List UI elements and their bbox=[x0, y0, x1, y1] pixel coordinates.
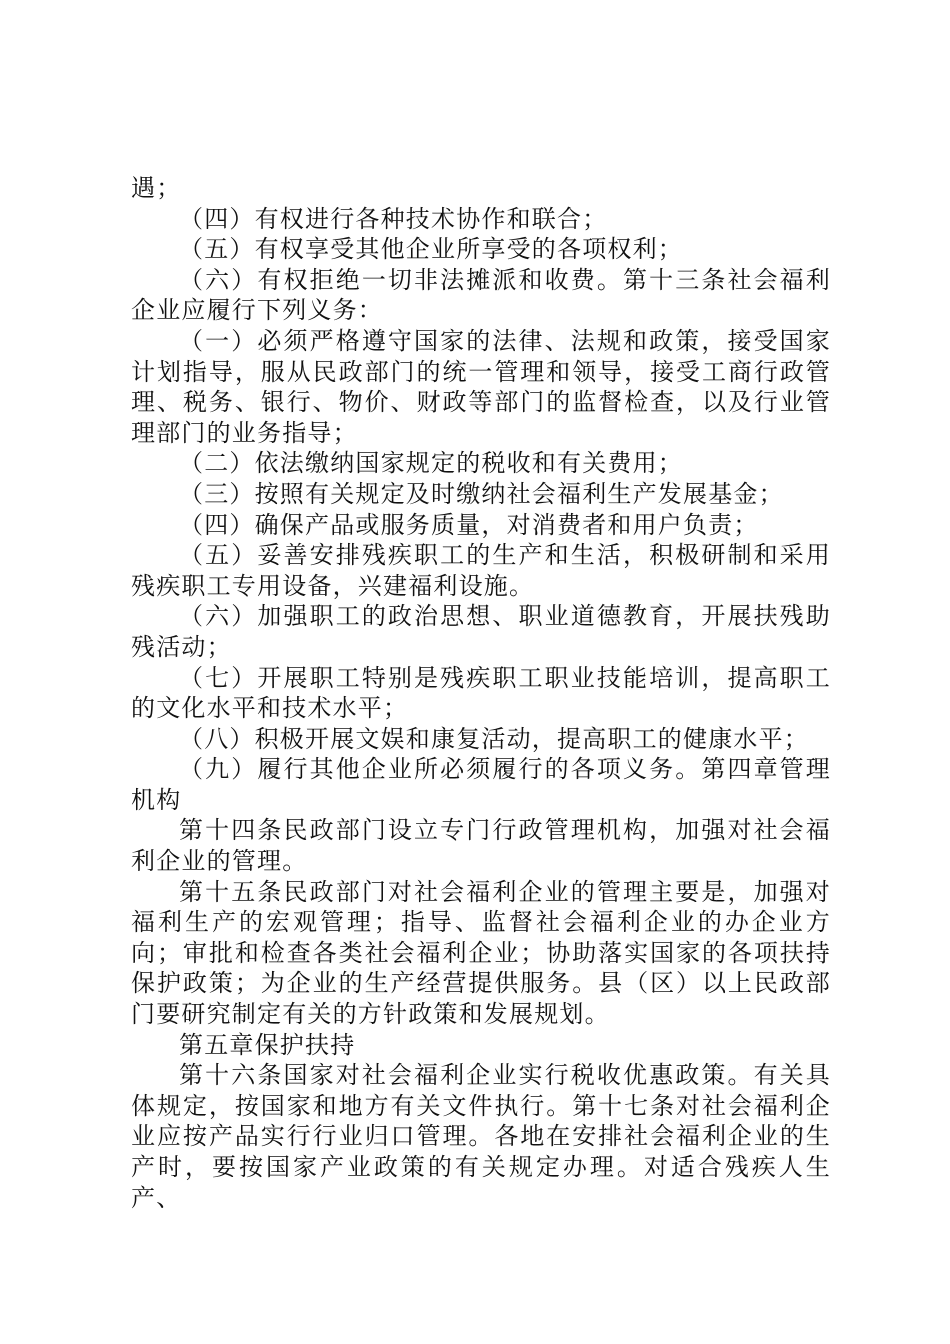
paragraph-duty-3: （三）按照有关规定及时缴纳社会福利生产发展基金； bbox=[179, 479, 784, 508]
paragraph-duty-7: （七）开展职工特别是残疾职工职业技能培训，提高职工的文化水平和技术水平； bbox=[131, 663, 831, 723]
paragraph-duty-2: （二）依法缴纳国家规定的税收和有关费用； bbox=[179, 449, 683, 478]
document-body bbox=[131, 173, 831, 1213]
paragraph-duty-9-chapter-4: （九）履行其他企业所必须履行的各项义务。第四章管理机构 bbox=[131, 755, 831, 814]
chapter-5-heading: 第五章保护扶持 bbox=[179, 1030, 356, 1059]
paragraph-duty-6: （六）加强职工的政治思想、职业道德教育，开展扶残助残活动； bbox=[131, 602, 831, 661]
paragraph-duty-5: （五）妥善安排残疾职工的生产和生活，积极研制和采用残疾职工专用设备，兴建福利设施。 bbox=[131, 541, 831, 600]
paragraph-right-5: （五）有权享受其他企业所享受的各项权利； bbox=[179, 235, 683, 264]
paragraph-right-6-article-13: （六）有权拒绝一切非法摊派和收费。第十三条社会福利企业应履行下列义务： bbox=[131, 265, 831, 325]
paragraph-duty-4: （四）确保产品或服务质量，对消费者和用户负责； bbox=[179, 510, 759, 539]
paragraph-article-16-17: 第十六条国家对社会福利企业实行税收优惠政策。有关具体规定，按国家和地方有关文件执行。第十七条对社会福利企业应按产品实行行业归口管理。各地在安排社会福利企业的生产时，要按国家产业政策的有关规定办理。对适合残疾人生产、 bbox=[131, 1061, 831, 1212]
paragraph-article-14: 第十四条民政部门设立专门行政管理机构，加强对社会福利企业的管理。 bbox=[131, 816, 831, 876]
paragraph-duty-8: （八）积极开展文娱和康复活动，提高职工的健康水平； bbox=[179, 724, 809, 753]
paragraph-continuation: 遇； bbox=[131, 174, 182, 202]
paragraph-duty-1: （一）必须严格遵守国家的法律、法规和政策，接受国家计划指导，服从民政部门的统一管理和领导，接受工商行政管理、税务、银行、物价、财政等部门的监督检查，以及行业管理部门的业务指导； bbox=[131, 326, 831, 447]
paragraph-article-15: 第十五条民政部门对社会福利企业的管理主要是，加强对福利生产的宏观管理；指导、监督社会福利企业的办企业方向；审批和检查各类社会福利企业；协助落实国家的各项扶持保护政策；为企业的生产经营提供服务。县（区）以上民政部门要研究制定有关的方针政策和发展规划。 bbox=[131, 877, 831, 1029]
paragraph-right-4: （四）有权进行各种技术协作和联合； bbox=[179, 204, 608, 233]
